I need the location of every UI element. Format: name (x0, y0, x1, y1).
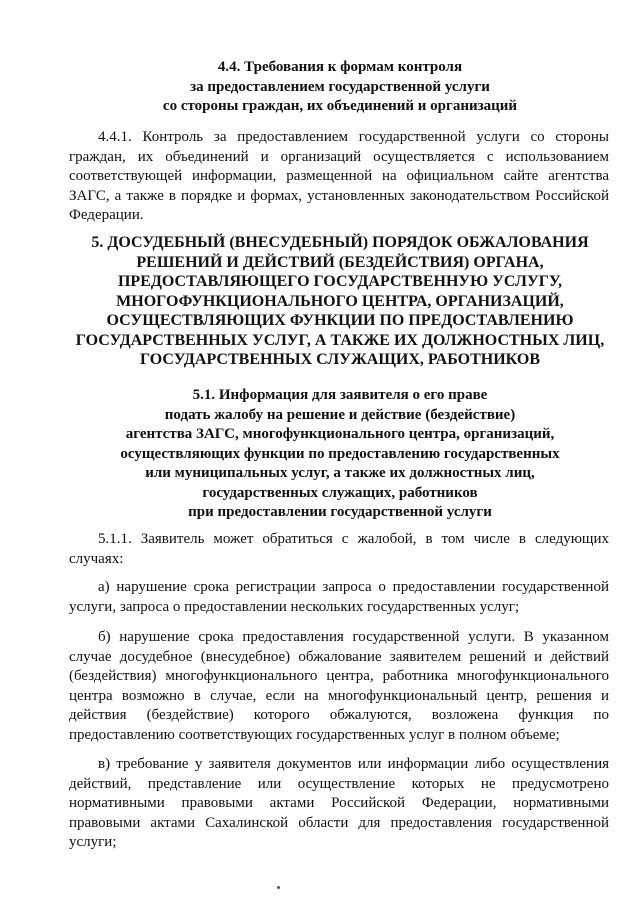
list-item-b: б) нарушение срока предоставления государственной услуги. В указанном случае досудебное (внесудебное) обжалование заявителем решений и действий (бездействия) многофункционального центра, работника многофункционального центра возможно в случае, если на многофункциональный центр, решения и действия (бездействие) которого обжалуются, возложена функция по предоставлению соответствующих государственных услуг в полном объеме; (69, 629, 609, 743)
heading-line: подать жалобу на решение и действие (бездействие) (164, 406, 516, 423)
heading-line: при предоставлении государственной услуги (188, 504, 492, 520)
heading-line: 5.1. Информация для заявителя о его праве (192, 387, 488, 403)
heading-line: МНОГОФУНКЦИОНАЛЬНОГО ЦЕНТРА, ОРГАНИЗАЦИЙ, (116, 292, 564, 310)
heading-line: ГОСУДАРСТВЕННЫХ СЛУЖАЩИХ, РАБОТНИКОВ (140, 351, 540, 368)
heading-line: или муниципальных услуг, а также их должностных лиц, (145, 465, 535, 481)
scan-dot (277, 886, 280, 889)
section-5-1-heading (60, 386, 620, 523)
heading-line: 4.4. Требования к формам контроля (217, 59, 463, 75)
section-4-4-heading (70, 58, 610, 117)
heading-line: ОСУЩЕСТВЛЯЮЩИХ ФУНКЦИИ ПО ПРЕДОСТАВЛЕНИЮ (106, 312, 574, 329)
heading-line: осуществляющих функции по предоставлению государственных (120, 445, 560, 462)
heading-line: за предоставлением государственной услуги (190, 78, 490, 95)
heading-line: РЕШЕНИЙ И ДЕЙСТВИЙ (БЕЗДЕЙСТВИЯ) ОРГАНА, (136, 253, 544, 271)
heading-line: ГОСУДАРСТВЕННЫХ УСЛУГ, А ТАКЖЕ ИХ ДОЛЖНОСТНЫХ ЛИЦ, (75, 331, 605, 349)
heading-line: ПРЕДОСТАВЛЯЮЩЕГО ГОСУДАРСТВЕННУЮ УСЛУГУ, (117, 273, 563, 290)
list-item-v: в) требование у заявителя документов или информации либо осуществления действий, представление или осуществление которых не предусмотрено нормативными правовыми актами Российской Федерации, нормативными правовыми актами Сахалинской области для предоставления государственной услуги; (69, 756, 609, 850)
heading-line: 5. ДОСУДЕБНЫЙ (ВНЕСУДЕБНЫЙ) ПОРЯДОК ОБЖАЛОВАНИЯ (91, 234, 589, 251)
heading-line: со стороны граждан, их объединений и организаций (162, 98, 518, 114)
heading-line: агентства ЗАГС, многофункционального центра, организаций, (125, 426, 555, 442)
paragraph-4-4-1: 4.4.1. Контроль за предоставлением государственной услуги со стороны граждан, их объединений и организаций осуществляется с использованием соответствующей информации, размещенной на официальном сайте агентства ЗАГС, а также в порядке и формах, установленных законодательством Российской Федерации. (69, 129, 609, 223)
list-item-a: а) нарушение срока регистрации запроса о предоставлении государственной услуги, запроса о предоставлении нескольких государственных услуг; (69, 579, 609, 615)
paragraph-5-1-1: 5.1.1. Заявитель может обратиться с жалобой, в том числе в следующих случаях: (69, 531, 609, 567)
heading-line: государственных служащих, работников (202, 484, 478, 501)
section-5-heading (60, 233, 620, 370)
